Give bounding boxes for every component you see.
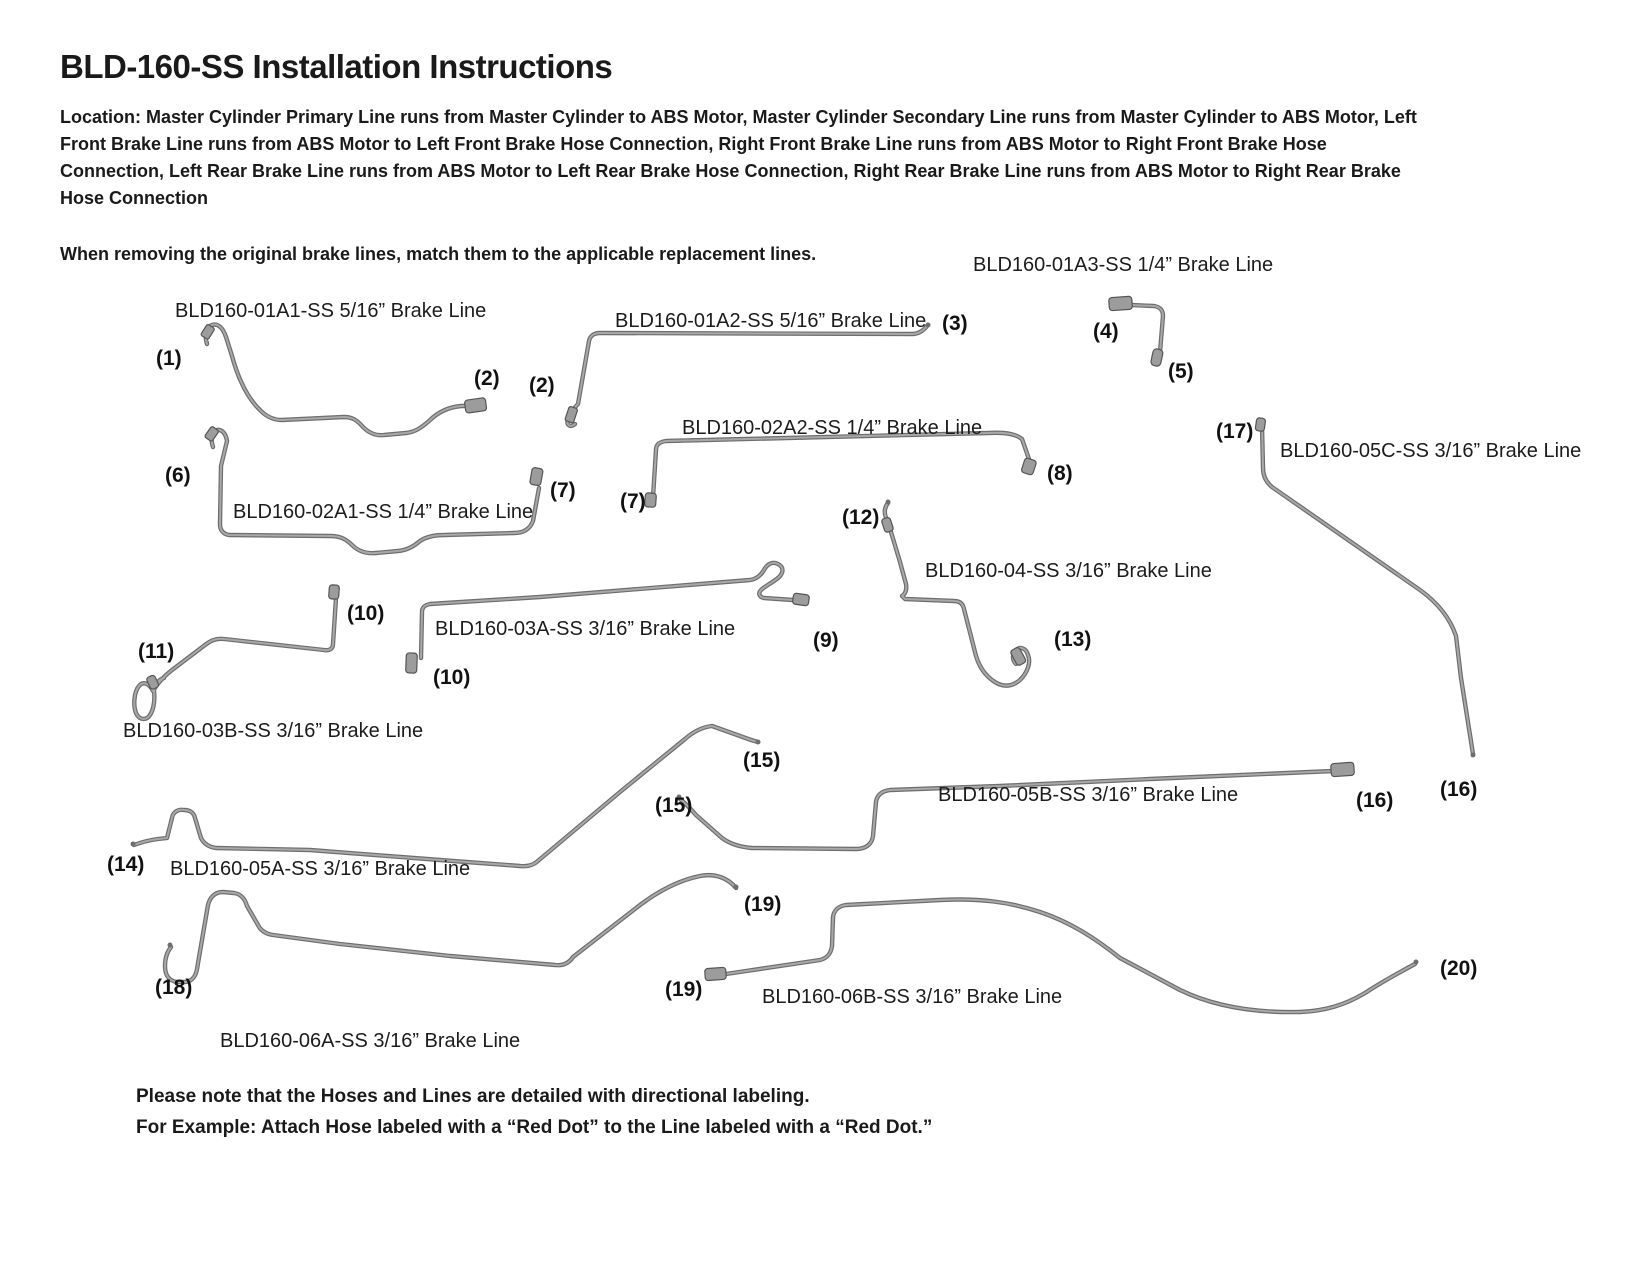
callout-1-0: (1) — [156, 347, 182, 370]
callout-12-14: (12) — [842, 506, 880, 529]
callout-15-17: (15) — [743, 749, 781, 772]
part-label-05B: BLD160-05B-SS 3/16” Brake Line — [938, 784, 1239, 806]
brake-line-01A2 — [565, 323, 931, 426]
part-label-06B: BLD160-06B-SS 3/16” Brake Line — [762, 986, 1063, 1008]
callout-2-1: (2) — [474, 367, 500, 390]
fitting-03A-start — [406, 653, 418, 673]
fitting-05C-start — [1255, 418, 1266, 432]
tip-04-start — [886, 500, 891, 505]
fitting-01A3-start — [1109, 296, 1133, 311]
part-label-04: BLD160-04-SS 3/16” Brake Line — [925, 560, 1212, 582]
tip-05A-start — [131, 842, 136, 847]
fitting-06B-start — [705, 967, 727, 980]
callout-20-25: (20) — [1440, 957, 1478, 980]
part-label-03B: BLD160-03B-SS 3/16” Brake Line — [123, 720, 424, 742]
brake-line-02A1 — [204, 426, 543, 553]
fitting-03B-start — [329, 585, 340, 600]
tip-06A-start — [168, 943, 173, 948]
callout-10-12: (10) — [433, 666, 471, 689]
directional-note-line2: For Example: Attach Hose labeled with a “Red Dot” to the Line labeled with a “Red Dot.” — [136, 1117, 933, 1138]
callout-17-21: (17) — [1216, 420, 1254, 443]
callout-10-11: (10) — [347, 602, 385, 625]
fitting-04-mid — [881, 517, 894, 533]
page-title: BLD-160-SS Installation Instructions — [60, 48, 613, 85]
part-label-02A1: BLD160-02A1-SS 1/4” Brake Line — [233, 501, 534, 523]
removal-instruction: When removing the original brake lines, match them to the applicable replacement lines. — [60, 244, 817, 264]
callout-3-3: (3) — [942, 312, 968, 335]
part-label-03A: BLD160-03A-SS 3/16” Brake Line — [435, 618, 736, 640]
fitting-01A2-start — [565, 406, 578, 423]
fitting-01A1-end — [464, 398, 487, 414]
fitting-02A1-end — [530, 467, 544, 486]
part-label-05C: BLD160-05C-SS 3/16” Brake Line — [1280, 440, 1582, 462]
callout-5-5: (5) — [1168, 360, 1194, 383]
callout-16-20: (16) — [1440, 778, 1478, 801]
part-label-02A2: BLD160-02A2-SS 1/4” Brake Line — [682, 417, 983, 439]
directional-note-line1: Please note that the Hoses and Lines are detailed with directional labeling. — [136, 1086, 810, 1107]
brake-line-02A2 — [645, 433, 1037, 508]
brake-line-06A — [165, 875, 739, 982]
callout-16-19: (16) — [1356, 789, 1394, 812]
part-label-01A2: BLD160-01A2-SS 5/16” Brake Line — [615, 310, 927, 332]
tip-06B-end — [1414, 960, 1419, 965]
fitting-03A-end — [792, 593, 809, 606]
callout-9-10: (9) — [813, 629, 839, 652]
callout-13-15: (13) — [1054, 628, 1092, 651]
fitting-02A2-start — [645, 493, 657, 508]
part-label-01A1: BLD160-01A1-SS 5/16” Brake Line — [175, 300, 487, 322]
part-label-05A: BLD160-05A-SS 3/16” Brake Line — [170, 858, 471, 880]
callout-6-6: (6) — [165, 464, 191, 487]
fitting-03B-loop — [146, 674, 160, 690]
callout-19-24: (19) — [665, 978, 703, 1001]
brake-line-01A1 — [200, 324, 486, 435]
callout-15-18: (15) — [655, 794, 693, 817]
brake-line-04 — [881, 500, 1029, 686]
callout-7-7: (7) — [550, 479, 576, 502]
tip-05C-end — [1471, 753, 1476, 758]
callout-7-8: (7) — [620, 490, 646, 513]
fitting-05B-end — [1331, 762, 1355, 777]
location-description: Location: Master Cylinder Primary Line runs from Master Cylinder to ABS Motor, Master Cylinder Secondary Line runs from Master Cylinder to ABS Motor, Left Front Brake Line runs from ABS Motor to Left Front Brake Hose Connection, Right Front Brake Line runs from ABS Motor to Right Front Brake Hose Connection, Left Rear Brake Line runs from ABS Motor to Left Rear Brake Hose Connection, Right Rear Brake Line runs from ABS Motor to Right Rear Brake Hose Connection — [60, 107, 1417, 208]
callout-11-13: (11) — [138, 640, 175, 663]
tip-06A-end — [734, 885, 739, 890]
callout-2-2: (2) — [529, 374, 555, 397]
part-label-01A3: BLD160-01A3-SS 1/4” Brake Line — [973, 254, 1274, 276]
callout-18-22: (18) — [155, 976, 193, 999]
fitting-01A3-end — [1150, 348, 1163, 367]
callout-4-4: (4) — [1093, 320, 1119, 343]
part-label-06A: BLD160-06A-SS 3/16” Brake Line — [220, 1030, 521, 1052]
callout-8-9: (8) — [1047, 462, 1073, 485]
callout-19-23: (19) — [744, 893, 782, 916]
fitting-02A2-end — [1021, 457, 1037, 475]
brake-line-05C — [1255, 418, 1475, 758]
tip-05A-end — [756, 740, 761, 745]
callout-14-16: (14) — [107, 853, 145, 876]
